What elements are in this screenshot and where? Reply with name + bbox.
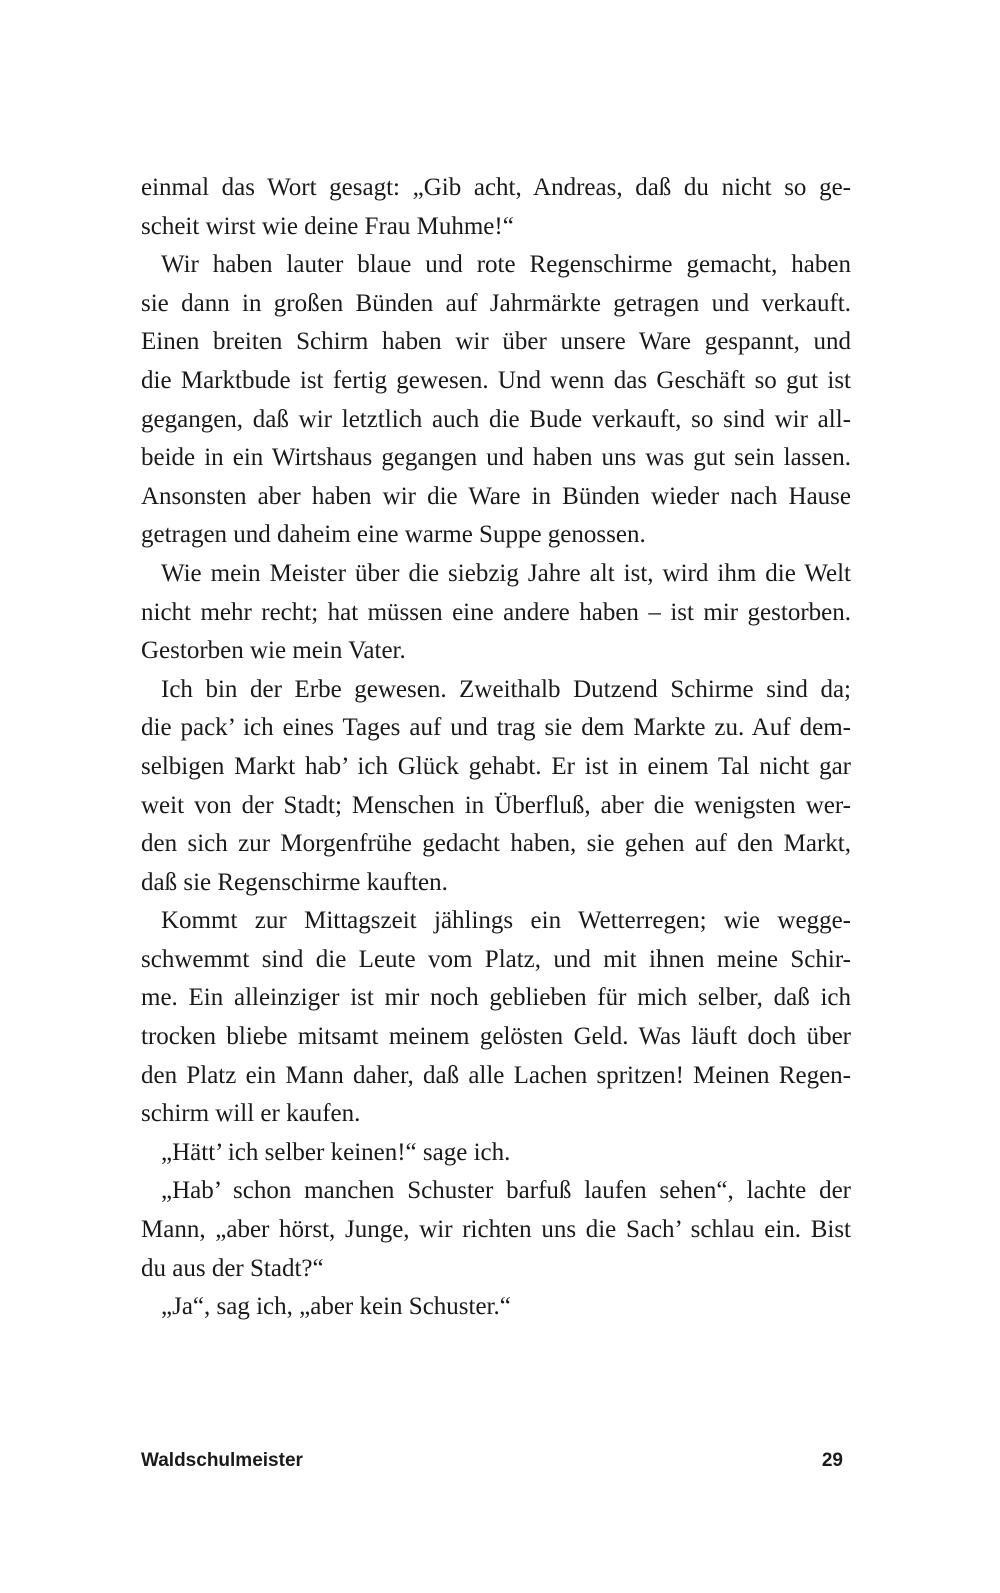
page-number: 29 — [821, 1450, 843, 1471]
text-line: du aus der Stadt?“ — [141, 1254, 324, 1282]
text-line: die pack’ ich eines Tages auf und trag sie dem Markte zu. Auf dem- — [141, 714, 851, 742]
text-line: schirm will er kaufen. — [141, 1100, 361, 1128]
text-line: Wie mein Meister über die siebzig Jahre alt ist, wird ihm die Welt — [161, 559, 851, 587]
running-title: Waldschulmeister — [141, 1450, 303, 1471]
paragraph — [141, 1172, 851, 1288]
text-line: daß sie Regenschirme kauften. — [141, 868, 448, 896]
text-line: Ansonsten aber haben wir die Ware in Bünden wieder nach Hause — [141, 482, 851, 510]
paragraph — [141, 169, 851, 246]
text-line: Kommt zur Mittagszeit jählings ein Wetterregen; wie wegge- — [161, 907, 851, 935]
paragraph — [141, 1288, 851, 1327]
text-line: scheit wirst wie deine Frau Muhme!“ — [141, 212, 514, 240]
text-line: sie dann in großen Bünden auf Jahrmärkte getragen und verkauft. — [141, 289, 851, 317]
text-line: Einen breiten Schirm haben wir über unsere Ware gespannt, und — [141, 328, 851, 356]
text-line: „Hätt’ ich selber keinen!“ sage ich. — [161, 1138, 511, 1166]
text-line: den sich zur Morgenfrühe gedacht haben, sie gehen auf den Markt, — [141, 830, 851, 858]
paragraph — [141, 246, 851, 555]
text-line: einmal das Wort gesagt: „Gib acht, Andreas, daß du nicht so ge- — [141, 174, 851, 201]
text-line: trocken bliebe mitsamt meinem gelösten Geld. Was läuft doch über — [141, 1023, 851, 1051]
text-line: Mann, „aber hörst, Junge, wir richten uns die Sach’ schlau ein. Bist — [141, 1216, 851, 1244]
text-line: selbigen Markt hab’ ich Glück gehabt. Er ist in einem Tal nicht gar — [141, 752, 851, 780]
text-line: gegangen, daß wir letztlich auch die Bude verkauft, so sind wir all- — [141, 405, 851, 433]
text-line: „Ja“, sag ich, „aber kein Schuster.“ — [161, 1293, 511, 1321]
paragraph — [141, 1134, 851, 1173]
paragraph — [141, 902, 851, 1134]
text-line: beide in ein Wirtshaus gegangen und haben uns was gut sein lassen. — [141, 444, 851, 472]
paragraph — [141, 555, 851, 671]
page-footer — [141, 1450, 843, 1472]
text-line: Wir haben lauter blaue und rote Regenschirme gemacht, haben — [161, 251, 851, 279]
text-line: schwemmt sind die Leute vom Platz, und mit ihnen meine Schir- — [141, 945, 851, 973]
text-line: nicht mehr recht; hat müssen eine andere haben – ist mir gestorben. — [141, 598, 851, 626]
body-text — [141, 169, 851, 1327]
text-line: Gestorben wie mein Vater. — [141, 637, 406, 665]
text-line: den Platz ein Mann daher, daß alle Lachen spritzen! Meinen Regen- — [141, 1061, 851, 1089]
text-line: weit von der Stadt; Menschen in Überfluß, aber die wenigsten wer- — [141, 791, 851, 819]
text-line: die Marktbude ist fertig gewesen. Und wenn das Geschäft so gut ist — [141, 366, 851, 394]
text-line: Ich bin der Erbe gewesen. Zweithalb Dutzend Schirme sind da; — [161, 675, 851, 703]
text-line: getragen und daheim eine warme Suppe genossen. — [141, 521, 646, 549]
paragraph — [141, 671, 851, 903]
text-line: me. Ein alleinziger ist mir noch geblieben für mich selber, daß ich — [141, 984, 851, 1012]
text-line: „Hab’ schon manchen Schuster barfuß laufen sehen“, lachte der — [161, 1177, 851, 1205]
